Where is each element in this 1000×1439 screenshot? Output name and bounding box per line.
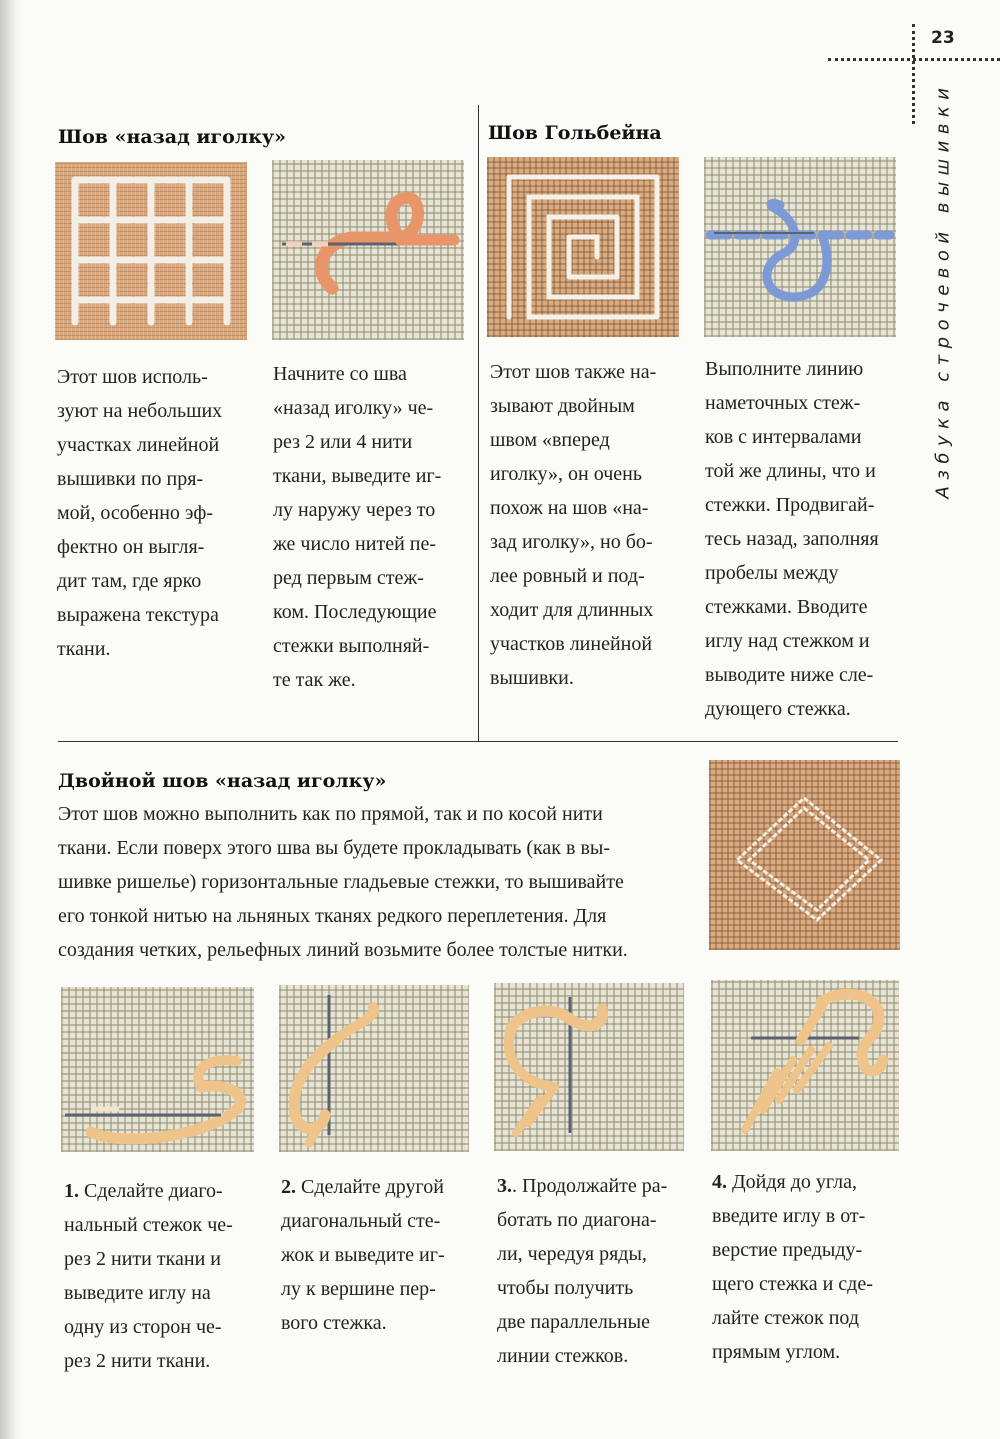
step-3-body: . Продолжайте ра- ботать по диагона- ли, чередуя ряды, чтобы получить две параллельные линии стежков. bbox=[497, 1175, 668, 1367]
double-back-stitch-heading: Двойной шов «назад иголку» bbox=[58, 770, 387, 792]
step-2-diagram bbox=[279, 985, 469, 1152]
holbein-heading: Шов Гольбейна bbox=[488, 122, 662, 144]
step-1-body: Сделайте диаго- нальный стежок че- рез 2 нити ткани и выведите иглу на одну из сторон че- рез 2 нити ткани. bbox=[64, 1180, 233, 1372]
column-divider bbox=[478, 105, 479, 742]
page-edge-shadow bbox=[0, 0, 22, 1439]
step-2-number: 2. bbox=[281, 1176, 296, 1198]
step-1-diagram bbox=[61, 987, 254, 1152]
step-3-text bbox=[497, 1169, 667, 1373]
holbein-sample-photo bbox=[487, 157, 679, 337]
back-stitch-heading: Шов «назад иголку» bbox=[58, 126, 286, 148]
step-4-number: 4. bbox=[712, 1171, 727, 1193]
step-2-text bbox=[281, 1170, 445, 1340]
back-stitch-instructions: Начните со шва «назад иголку» че- рез 2 или 4 нити ткани, выведите иг- лу наружу через то же число нитей пе- ред первым стеж- ком. Последующие стежки выполняй- те так же. bbox=[273, 363, 442, 691]
back-stitch-sample-photo bbox=[55, 162, 247, 340]
page-number: 23 bbox=[931, 28, 955, 48]
chapter-title: Азбука строчевой вышивки bbox=[932, 81, 954, 499]
step-2-body: Сделайте другой диагональный сте- жок и выведите иг- лу к вершине пер- вого стежка. bbox=[281, 1176, 445, 1334]
holbein-description: Этот шов также на- зывают двойным швом «вперед иголку», он очень похож на шов «на- зад иголку», но бо- лее ровный и под- ходит для длинных участков линейной вышивки. bbox=[490, 361, 657, 689]
step-3-diagram bbox=[494, 983, 684, 1151]
back-stitch-description: Этот шов исполь- зуют на небольших участках линейной вышивки по пря- мой, особенно эф- фектно он выгля- дит там, где ярко выражена текстура ткани. bbox=[57, 366, 223, 660]
holbein-instructions: Выполните линию наметочных стеж- ков с интервалами той же длины, что и стежки. Продвигай- тесь назад, заполняя пробелы между стежками. Вводите иглу над стежком и выводите ниже сле- дующего стежка. bbox=[705, 358, 879, 720]
double-back-stitch-sample-photo bbox=[709, 760, 900, 950]
step-4-body: Дойдя до угла, введите иглу в от- верстие предыду- щего стежка и сде- лайте стежок под прямым углом. bbox=[712, 1171, 873, 1363]
section-divider bbox=[58, 741, 898, 742]
dotted-rule-vertical bbox=[912, 24, 915, 124]
holbein-diagram bbox=[704, 157, 896, 337]
step-4-diagram bbox=[711, 980, 899, 1151]
back-stitch-diagram bbox=[272, 160, 464, 340]
step-4-text bbox=[712, 1165, 873, 1369]
double-back-stitch-intro: Этот шов можно выполнить как по прямой, так и по косой нити ткани. Если поверх этого шва вы будете прокладывать (как в вы- шивке ришелье) горизонтальные гладьевые стежки, то вышивайте его тонкой нитью на льняных тканях редкого переплетения. Для создания четких, рельефных линий возьмите более толстые нитки. bbox=[58, 803, 628, 961]
step-3-number: 3. bbox=[497, 1175, 512, 1197]
step-1-number: 1. bbox=[64, 1180, 79, 1202]
step-1-text bbox=[64, 1174, 233, 1378]
